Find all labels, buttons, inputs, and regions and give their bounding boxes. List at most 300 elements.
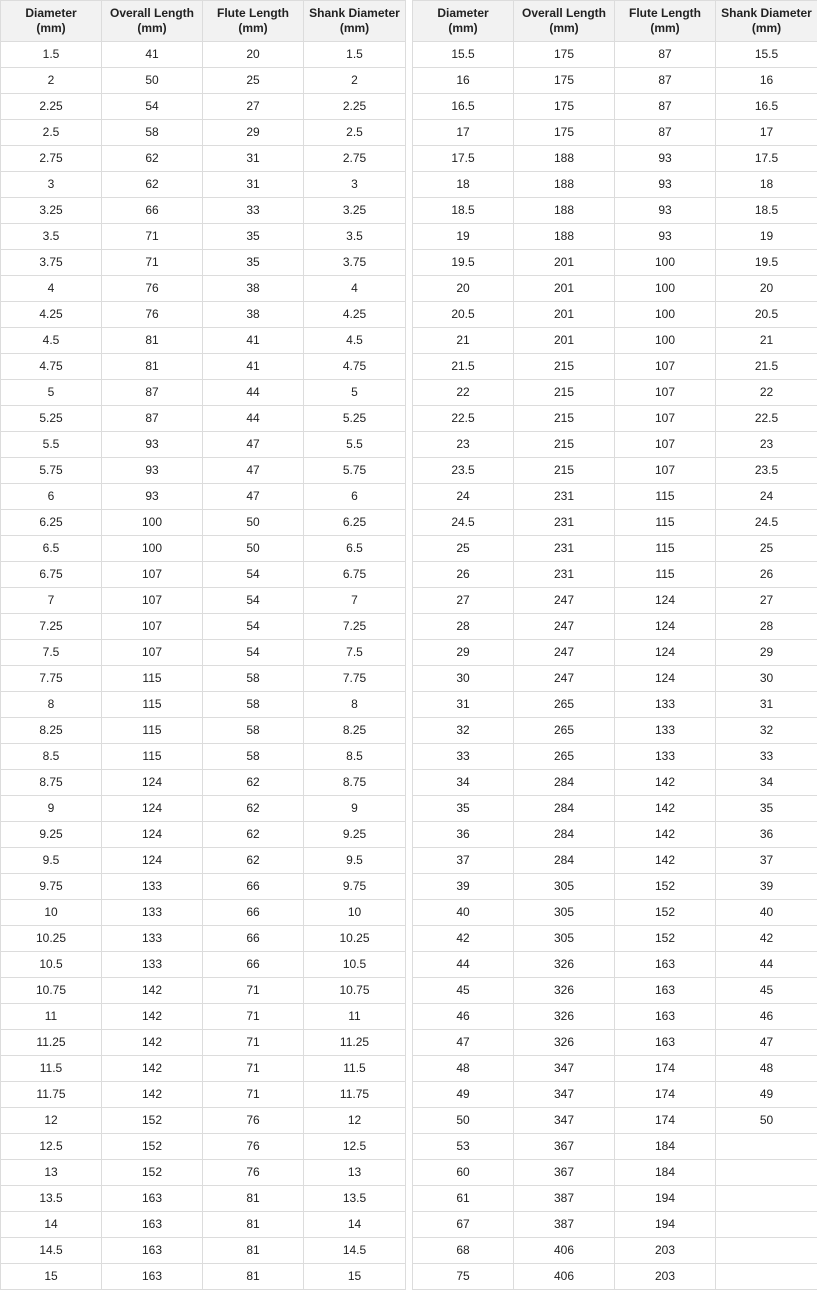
flute-length-cell: 107 [615, 406, 716, 432]
overall-length-cell: 76 [102, 276, 203, 302]
table-row [1, 796, 406, 822]
flute-length-cell: 44 [203, 406, 304, 432]
table-row [413, 718, 817, 744]
shank-diameter-cell: 15.5 [716, 42, 817, 68]
diameter-cell: 3.5 [1, 224, 102, 250]
overall-length-cell: 215 [514, 380, 615, 406]
overall-length-cell: 201 [514, 328, 615, 354]
diameter-cell: 40 [413, 900, 514, 926]
overall-length-cell: 163 [102, 1264, 203, 1290]
flute-length-cell: 33 [203, 198, 304, 224]
shank-diameter-cell: 2.5 [304, 120, 406, 146]
shank-diameter-cell: 16.5 [716, 94, 817, 120]
diameter-cell: 1.5 [1, 42, 102, 68]
overall-length-cell: 175 [514, 94, 615, 120]
table-row [413, 1186, 817, 1212]
flute-length-cell: 38 [203, 302, 304, 328]
shank-diameter-cell: 29 [716, 640, 817, 666]
flute-length-cell: 203 [615, 1264, 716, 1290]
shank-diameter-cell: 40 [716, 900, 817, 926]
overall-length-cell: 62 [102, 172, 203, 198]
flute-length-cell: 107 [615, 432, 716, 458]
flute-length-cell: 124 [615, 640, 716, 666]
diameter-cell: 8.25 [1, 718, 102, 744]
flute-length-cell: 124 [615, 666, 716, 692]
header-shank-diameter: Shank Diameter (mm) [304, 1, 406, 42]
diameter-cell: 22.5 [413, 406, 514, 432]
diameter-cell: 6.5 [1, 536, 102, 562]
table-row [1, 1212, 406, 1238]
flute-length-cell: 163 [615, 952, 716, 978]
flute-length-cell: 62 [203, 796, 304, 822]
diameter-cell: 21.5 [413, 354, 514, 380]
shank-diameter-cell: 5 [304, 380, 406, 406]
flute-length-cell: 76 [203, 1160, 304, 1186]
table-row [413, 250, 817, 276]
shank-diameter-cell: 20.5 [716, 302, 817, 328]
overall-length-cell: 406 [514, 1238, 615, 1264]
table-row [1, 718, 406, 744]
diameter-cell: 61 [413, 1186, 514, 1212]
shank-diameter-cell: 50 [716, 1108, 817, 1134]
overall-length-cell: 247 [514, 614, 615, 640]
overall-length-cell: 115 [102, 718, 203, 744]
overall-length-cell: 367 [514, 1160, 615, 1186]
table-row [413, 614, 817, 640]
shank-diameter-cell: 21.5 [716, 354, 817, 380]
table-row [1, 380, 406, 406]
diameter-cell: 19 [413, 224, 514, 250]
diameter-cell: 3 [1, 172, 102, 198]
flute-length-cell: 38 [203, 276, 304, 302]
diameter-cell: 5.25 [1, 406, 102, 432]
shank-diameter-cell: 5.75 [304, 458, 406, 484]
shank-diameter-cell: 11.5 [304, 1056, 406, 1082]
diameter-cell: 23.5 [413, 458, 514, 484]
diameter-cell: 13.5 [1, 1186, 102, 1212]
shank-diameter-cell: 2.25 [304, 94, 406, 120]
table-row [413, 1264, 817, 1290]
flute-length-cell: 47 [203, 432, 304, 458]
flute-length-cell: 66 [203, 874, 304, 900]
overall-length-cell: 265 [514, 692, 615, 718]
flute-length-cell: 66 [203, 926, 304, 952]
shank-diameter-cell: 7.25 [304, 614, 406, 640]
flute-length-cell: 174 [615, 1108, 716, 1134]
overall-length-cell: 107 [102, 562, 203, 588]
flute-length-cell: 115 [615, 510, 716, 536]
table-body-left [1, 42, 406, 1290]
flute-length-cell: 115 [615, 536, 716, 562]
table-row [413, 1212, 817, 1238]
table-row [413, 926, 817, 952]
diameter-cell: 9.5 [1, 848, 102, 874]
overall-length-cell: 387 [514, 1212, 615, 1238]
diameter-cell: 8.5 [1, 744, 102, 770]
diameter-cell: 2.5 [1, 120, 102, 146]
flute-length-cell: 174 [615, 1082, 716, 1108]
flute-length-cell: 35 [203, 224, 304, 250]
table-row [1, 1082, 406, 1108]
diameter-cell: 7.5 [1, 640, 102, 666]
flute-length-cell: 142 [615, 822, 716, 848]
overall-length-cell: 81 [102, 328, 203, 354]
diameter-cell: 6 [1, 484, 102, 510]
table-row [413, 562, 817, 588]
overall-length-cell: 231 [514, 510, 615, 536]
diameter-cell: 15 [1, 1264, 102, 1290]
flute-length-cell: 76 [203, 1134, 304, 1160]
table-row [1, 900, 406, 926]
overall-length-cell: 247 [514, 640, 615, 666]
shank-diameter-cell: 4.5 [304, 328, 406, 354]
shank-diameter-cell: 10.25 [304, 926, 406, 952]
overall-length-cell: 305 [514, 874, 615, 900]
shank-diameter-cell: 23 [716, 432, 817, 458]
table-row [1, 562, 406, 588]
shank-diameter-cell: 36 [716, 822, 817, 848]
diameter-cell: 13 [1, 1160, 102, 1186]
shank-diameter-cell: 46 [716, 1004, 817, 1030]
shank-diameter-cell: 10 [304, 900, 406, 926]
diameter-cell: 9 [1, 796, 102, 822]
diameter-cell: 11.75 [1, 1082, 102, 1108]
flute-length-cell: 71 [203, 1004, 304, 1030]
shank-diameter-cell: 6.75 [304, 562, 406, 588]
diameter-cell: 3.75 [1, 250, 102, 276]
flute-length-cell: 29 [203, 120, 304, 146]
overall-length-cell: 115 [102, 744, 203, 770]
overall-length-cell: 115 [102, 692, 203, 718]
shank-diameter-cell: 12 [304, 1108, 406, 1134]
shank-diameter-cell: 8 [304, 692, 406, 718]
shank-diameter-cell: 28 [716, 614, 817, 640]
header-shank-diameter: Shank Diameter (mm) [716, 1, 817, 42]
overall-length-cell: 215 [514, 406, 615, 432]
overall-length-cell: 107 [102, 640, 203, 666]
flute-length-cell: 142 [615, 848, 716, 874]
overall-length-cell: 163 [102, 1238, 203, 1264]
diameter-cell: 5.5 [1, 432, 102, 458]
diameter-cell: 46 [413, 1004, 514, 1030]
shank-diameter-cell: 48 [716, 1056, 817, 1082]
flute-length-cell: 41 [203, 328, 304, 354]
table-row [413, 276, 817, 302]
table-row [1, 1030, 406, 1056]
shank-diameter-cell [716, 1238, 817, 1264]
diameter-cell: 5 [1, 380, 102, 406]
flute-length-cell: 107 [615, 380, 716, 406]
table-row [413, 224, 817, 250]
table-row [1, 432, 406, 458]
flute-length-cell: 194 [615, 1186, 716, 1212]
shank-diameter-cell: 31 [716, 692, 817, 718]
diameter-cell: 32 [413, 718, 514, 744]
shank-diameter-cell: 35 [716, 796, 817, 822]
table-row [413, 822, 817, 848]
table-row [1, 484, 406, 510]
table-row [1, 302, 406, 328]
shank-diameter-cell: 7.75 [304, 666, 406, 692]
overall-length-cell: 76 [102, 302, 203, 328]
overall-length-cell: 50 [102, 68, 203, 94]
overall-length-cell: 93 [102, 432, 203, 458]
overall-length-cell: 175 [514, 42, 615, 68]
shank-diameter-cell: 42 [716, 926, 817, 952]
flute-length-cell: 54 [203, 614, 304, 640]
table-row [413, 1134, 817, 1160]
diameter-cell: 22 [413, 380, 514, 406]
flute-length-cell: 124 [615, 614, 716, 640]
table-row [1, 1056, 406, 1082]
diameter-cell: 42 [413, 926, 514, 952]
shank-diameter-cell: 24.5 [716, 510, 817, 536]
shank-diameter-cell: 32 [716, 718, 817, 744]
shank-diameter-cell: 7 [304, 588, 406, 614]
diameter-cell: 17 [413, 120, 514, 146]
flute-length-cell: 203 [615, 1238, 716, 1264]
flute-length-cell: 184 [615, 1134, 716, 1160]
overall-length-cell: 133 [102, 926, 203, 952]
overall-length-cell: 142 [102, 1004, 203, 1030]
shank-diameter-cell: 16 [716, 68, 817, 94]
flute-length-cell: 87 [615, 120, 716, 146]
diameter-cell: 26 [413, 562, 514, 588]
flute-length-cell: 47 [203, 458, 304, 484]
table-row [413, 484, 817, 510]
diameter-cell: 49 [413, 1082, 514, 1108]
table-row [1, 146, 406, 172]
table-row [413, 1030, 817, 1056]
flute-length-cell: 76 [203, 1108, 304, 1134]
overall-length-cell: 62 [102, 146, 203, 172]
header-flute-length: Flute Length (mm) [615, 1, 716, 42]
shank-diameter-cell: 45 [716, 978, 817, 1004]
overall-length-cell: 115 [102, 666, 203, 692]
diameter-cell: 4.75 [1, 354, 102, 380]
shank-diameter-cell: 17.5 [716, 146, 817, 172]
diameter-cell: 50 [413, 1108, 514, 1134]
flute-length-cell: 115 [615, 562, 716, 588]
shank-diameter-cell: 11 [304, 1004, 406, 1030]
diameter-cell: 15.5 [413, 42, 514, 68]
flute-length-cell: 62 [203, 822, 304, 848]
diameter-cell: 11 [1, 1004, 102, 1030]
table-row [413, 666, 817, 692]
table-body-right [413, 42, 817, 1290]
overall-length-cell: 265 [514, 718, 615, 744]
overall-length-cell: 93 [102, 484, 203, 510]
table-row [413, 68, 817, 94]
shank-diameter-cell: 13 [304, 1160, 406, 1186]
flute-length-cell: 58 [203, 666, 304, 692]
flute-length-cell: 47 [203, 484, 304, 510]
overall-length-cell: 71 [102, 250, 203, 276]
overall-length-cell: 215 [514, 432, 615, 458]
table-row [1, 1160, 406, 1186]
flute-length-cell: 152 [615, 874, 716, 900]
overall-length-cell: 107 [102, 588, 203, 614]
diameter-cell: 7 [1, 588, 102, 614]
table-header [1, 1, 406, 42]
overall-length-cell: 152 [102, 1134, 203, 1160]
overall-length-cell: 326 [514, 978, 615, 1004]
table-row [413, 978, 817, 1004]
diameter-cell: 8.75 [1, 770, 102, 796]
overall-length-cell: 188 [514, 146, 615, 172]
table-row [1, 536, 406, 562]
overall-length-cell: 124 [102, 822, 203, 848]
shank-diameter-cell: 7.5 [304, 640, 406, 666]
flute-length-cell: 54 [203, 640, 304, 666]
overall-length-cell: 163 [102, 1186, 203, 1212]
flute-length-cell: 107 [615, 458, 716, 484]
flute-length-cell: 163 [615, 1004, 716, 1030]
flute-length-cell: 71 [203, 1082, 304, 1108]
spec-table-right [412, 0, 817, 1290]
diameter-cell: 11.5 [1, 1056, 102, 1082]
overall-length-cell: 188 [514, 172, 615, 198]
overall-length-cell: 215 [514, 354, 615, 380]
table-row [413, 380, 817, 406]
shank-diameter-cell: 26 [716, 562, 817, 588]
diameter-cell: 14 [1, 1212, 102, 1238]
flute-length-cell: 81 [203, 1212, 304, 1238]
shank-diameter-cell: 39 [716, 874, 817, 900]
shank-diameter-cell: 8.25 [304, 718, 406, 744]
shank-diameter-cell [716, 1264, 817, 1290]
flute-length-cell: 124 [615, 588, 716, 614]
table-row [1, 1238, 406, 1264]
table-row [1, 354, 406, 380]
overall-length-cell: 100 [102, 536, 203, 562]
shank-diameter-cell [716, 1160, 817, 1186]
overall-length-cell: 152 [102, 1108, 203, 1134]
diameter-cell: 11.25 [1, 1030, 102, 1056]
shank-diameter-cell: 47 [716, 1030, 817, 1056]
table-row [413, 120, 817, 146]
shank-diameter-cell [716, 1212, 817, 1238]
diameter-cell: 12.5 [1, 1134, 102, 1160]
header-diameter: Diameter (mm) [1, 1, 102, 42]
flute-length-cell: 93 [615, 146, 716, 172]
diameter-cell: 35 [413, 796, 514, 822]
shank-diameter-cell: 8.75 [304, 770, 406, 796]
flute-length-cell: 194 [615, 1212, 716, 1238]
diameter-cell: 9.25 [1, 822, 102, 848]
shank-diameter-cell: 18 [716, 172, 817, 198]
diameter-cell: 37 [413, 848, 514, 874]
diameter-cell: 21 [413, 328, 514, 354]
diameter-cell: 23 [413, 432, 514, 458]
table-row [1, 588, 406, 614]
flute-length-cell: 93 [615, 172, 716, 198]
shank-diameter-cell: 3.25 [304, 198, 406, 224]
flute-length-cell: 107 [615, 354, 716, 380]
flute-length-cell: 152 [615, 900, 716, 926]
flute-length-cell: 163 [615, 1030, 716, 1056]
table-row [1, 770, 406, 796]
flute-length-cell: 100 [615, 250, 716, 276]
diameter-cell: 16 [413, 68, 514, 94]
table-row [413, 1160, 817, 1186]
overall-length-cell: 265 [514, 744, 615, 770]
table-row [413, 1082, 817, 1108]
shank-diameter-cell: 27 [716, 588, 817, 614]
overall-length-cell: 215 [514, 458, 615, 484]
table-row [413, 536, 817, 562]
flute-length-cell: 71 [203, 1056, 304, 1082]
flute-length-cell: 54 [203, 562, 304, 588]
table-row [1, 822, 406, 848]
table-row [413, 874, 817, 900]
diameter-cell: 24.5 [413, 510, 514, 536]
shank-diameter-cell: 24 [716, 484, 817, 510]
overall-length-cell: 188 [514, 224, 615, 250]
overall-length-cell: 367 [514, 1134, 615, 1160]
table-row [1, 848, 406, 874]
flute-length-cell: 184 [615, 1160, 716, 1186]
diameter-cell: 10.5 [1, 952, 102, 978]
shank-diameter-cell: 30 [716, 666, 817, 692]
overall-length-cell: 124 [102, 770, 203, 796]
table-row [1, 94, 406, 120]
table-row [1, 1186, 406, 1212]
shank-diameter-cell: 37 [716, 848, 817, 874]
shank-diameter-cell: 9.25 [304, 822, 406, 848]
shank-diameter-cell: 14.5 [304, 1238, 406, 1264]
header-overall-length: Overall Length (mm) [514, 1, 615, 42]
table-row [1, 744, 406, 770]
diameter-cell: 2 [1, 68, 102, 94]
shank-diameter-cell: 33 [716, 744, 817, 770]
flute-length-cell: 100 [615, 276, 716, 302]
table-row [413, 354, 817, 380]
shank-diameter-cell: 10.5 [304, 952, 406, 978]
table-row [413, 848, 817, 874]
table-row [1, 692, 406, 718]
shank-diameter-cell: 6.25 [304, 510, 406, 536]
diameter-cell: 5.75 [1, 458, 102, 484]
overall-length-cell: 124 [102, 848, 203, 874]
diameter-cell: 4 [1, 276, 102, 302]
shank-diameter-cell: 4.25 [304, 302, 406, 328]
table-row [1, 1004, 406, 1030]
shank-diameter-cell: 5.5 [304, 432, 406, 458]
table-row [1, 406, 406, 432]
table-row [1, 978, 406, 1004]
diameter-cell: 3.25 [1, 198, 102, 224]
shank-diameter-cell: 14 [304, 1212, 406, 1238]
shank-diameter-cell: 8.5 [304, 744, 406, 770]
diameter-cell: 9.75 [1, 874, 102, 900]
table-row [413, 588, 817, 614]
shank-diameter-cell: 9.75 [304, 874, 406, 900]
table-row [413, 1238, 817, 1264]
flute-length-cell: 142 [615, 796, 716, 822]
shank-diameter-cell: 5.25 [304, 406, 406, 432]
diameter-cell: 45 [413, 978, 514, 1004]
diameter-cell: 6.25 [1, 510, 102, 536]
overall-length-cell: 175 [514, 68, 615, 94]
diameter-cell: 34 [413, 770, 514, 796]
overall-length-cell: 305 [514, 926, 615, 952]
shank-diameter-cell: 6.5 [304, 536, 406, 562]
shank-diameter-cell: 34 [716, 770, 817, 796]
shank-diameter-cell: 2 [304, 68, 406, 94]
table-row [413, 744, 817, 770]
flute-length-cell: 54 [203, 588, 304, 614]
